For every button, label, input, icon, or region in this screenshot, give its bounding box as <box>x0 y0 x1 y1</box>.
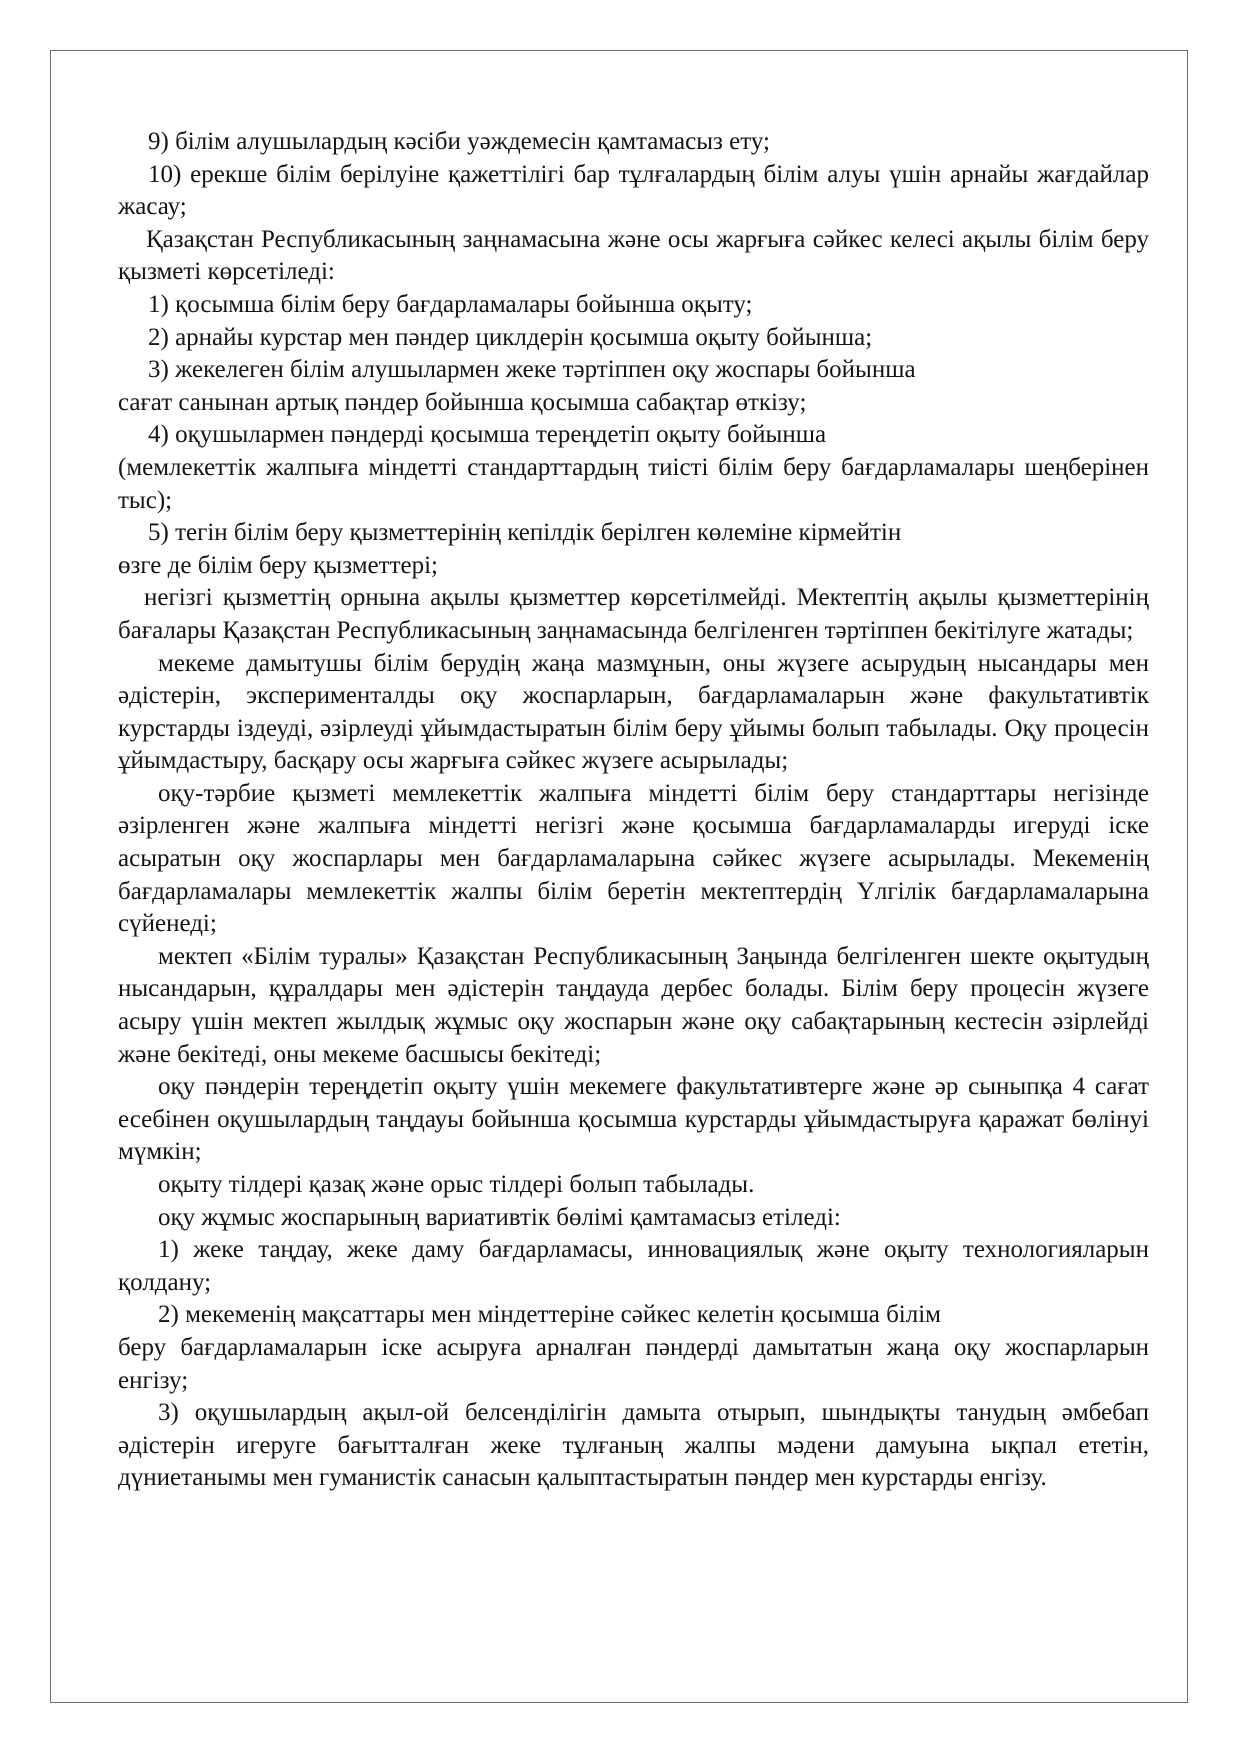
list-item: 2) арнайы курстар мен пәндер циклдерін қосымша оқыту бойынша; <box>148 323 873 351</box>
paragraph: оқу пәндерін тереңдетіп оқыту үшін мекемеге факультативтерге және әр сыныпқа 4 сағат есебінен оқушылардың таңдауы бойынша қосымша курстарды ұйымдастыруға қаражат бөлінуі мүмкін; <box>118 1073 1149 1166</box>
list-item: 2) мекеменің мақсаттары мен міндеттеріне сәйкес келетін қосымша білім <box>158 1301 941 1329</box>
list-item-continuation: өзге де білім беру қызметтері; <box>118 551 438 579</box>
paragraph: 10) ерекше білім берілуіне қажеттілігі бар тұлғалардың білім алуы үшін арнайы жағдайлар жасау; <box>118 160 1149 221</box>
list-item: 1) қосымша білім беру бағдарламалары бойынша оқыту; <box>148 290 753 318</box>
list-item-continuation: сағат санынан артық пәндер бойынша қосымша сабақтар өткізу; <box>118 388 807 416</box>
paragraph: оқыту тілдері қазақ және орыс тілдері болып табылады. <box>158 1171 755 1198</box>
list-item: 1) жеке таңдау, жеке даму бағдарламасы, инновациялық және оқыту технологияларын қолдану; <box>118 1236 1149 1296</box>
document-body <box>118 126 1149 1495</box>
paragraph: негізгі қызметтің орнына ақылы қызметтер көрсетілмейді. Мектептің ақылы қызметтерінің бағалары Қазақстан Республикасының заңнамасында белгіленген тәртіппен бекітілуге жатады; <box>118 584 1149 644</box>
paragraph: 9) білім алушылардың кәсіби уәждемесін қамтамасыз ету; <box>148 128 770 155</box>
paragraph: оқу-тәрбие қызметі мемлекеттік жалпыға міндетті білім беру стандарттары негізінде әзірленген және жалпыға міндетті негізгі және қосымша бағдарламаларды игеруді іске асыратын оқу жоспарлары мен бағдарламаларына сәйкес жүзеге асырылады. Мекеменің бағдарламалары мемлекеттік жалпы білім беретін мектептердің Үлгілік бағдарламаларына сүйенеді; <box>118 779 1149 938</box>
paragraph: оқу жұмыс жоспарының вариативтік бөлімі қамтамасыз етіледі: <box>158 1203 841 1231</box>
list-item: 5) тегін білім беру қызметтерінің кепілдік берілген көлеміне кірмейтін <box>148 519 902 547</box>
list-item-continuation: (мемлекеттік жалпыға міндетті стандарттардың тиісті білім беру бағдарламалары шеңберінен тыс); <box>118 453 1149 514</box>
list-item: 4) оқушылармен пәндерді қосымша тереңдетіп оқыту бойынша <box>148 421 827 449</box>
list-item: 3) жекелеген білім алушылармен жеке тәртіппен оқу жоспары бойынша <box>148 356 916 384</box>
list-item: 3) оқушылардың ақыл-ой белсенділігін дамыта отырып, шындықты танудың әмбебап әдістерін игеруге бағытталған жеке тұлғаның жалпы мәдени дамуына ықпал ететін, дүниетанымы мен гуманистік санасын қалыптастыратын пәндер мен курстарды енгізу. <box>118 1399 1149 1492</box>
paragraph: мектеп «Білім туралы» Қазақстан Республикасының Заңында белгіленген шекте оқытудың нысандарын, құралдары мен әдістерін таңдауда дербес болады. Білім беру процесін жүзеге асыру үшін мектеп жылдық жұмыс оқу жоспарын және оқу сабақтарының кестесін әзірлейді және бекітеді, оны мекеме басшысы бекітеді; <box>118 942 1149 1068</box>
paragraph: Қазақстан Республикасының заңнамасына және осы жарғыға сәйкес келесі ақылы білім беру қызметі көрсетіледі: <box>118 225 1149 286</box>
list-item-continuation: беру бағдарламаларын іске асыруға арналған пәндерді дамытатын жаңа оқу жоспарларын енгізу; <box>118 1333 1149 1394</box>
paragraph: мекеме дамытушы білім берудің жаңа мазмұнын, оны жүзеге асырудың нысандары мен әдістерін, эксперименталды оқу жоспарларын, бағдарламаларын және факультативтік курстарды іздеуді, әзірлеуді ұйымдастыратын білім беру ұйымы болып табылады. Оқу процесін ұйымдастыру, басқару осы жарғыға сәйкес жүзеге асырылады; <box>118 649 1149 775</box>
